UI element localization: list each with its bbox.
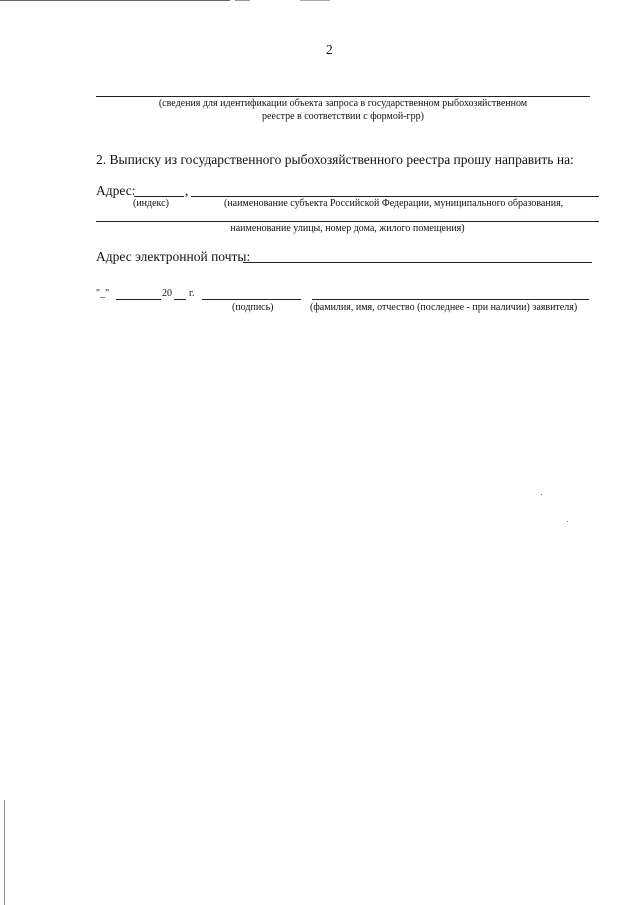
signature-field-line (202, 299, 301, 300)
identification-caption-line1: (сведения для идентификации объекта запроса в государственном рыбохозяйственном (158, 98, 528, 109)
fullname-caption: (фамилия, имя, отчество (последнее - при наличии) заявителя) (310, 302, 578, 313)
subject-caption: (наименование субъекта Российской Федерации, муниципального образования, (224, 198, 564, 209)
date-year-prefix: 20 (162, 288, 172, 299)
index-field-line (134, 196, 184, 197)
scan-edge-top (0, 0, 640, 2)
date-day-quotes: "_" (96, 288, 110, 299)
email-label: Адрес электронной почты: (96, 249, 251, 264)
email-field-line (243, 262, 592, 263)
identification-field-line (96, 96, 590, 97)
subject-field-line (191, 196, 599, 197)
scan-edge-left (4, 800, 5, 905)
street-caption: наименование улицы, номер дома, жилого помещения) (230, 223, 465, 234)
scan-speck (567, 521, 568, 522)
scan-speck (541, 494, 542, 495)
address-comma: , (185, 183, 189, 198)
date-month-line (116, 299, 161, 300)
address-label: Адрес: (96, 183, 136, 198)
date-year-line (174, 299, 186, 300)
fullname-field-line (312, 299, 589, 300)
section2-heading: 2. Выписку из государственного рыбохозяйственного реестра прошу направить на: (96, 152, 574, 167)
signature-caption: (подпись) (232, 302, 274, 313)
page-number: 2 (326, 42, 333, 57)
identification-caption-line2: реестре в соответствии с формой-грр) (262, 111, 424, 122)
index-caption: (индекс) (133, 198, 169, 209)
date-year-suffix: г. (189, 288, 195, 299)
street-field-line (96, 221, 599, 222)
